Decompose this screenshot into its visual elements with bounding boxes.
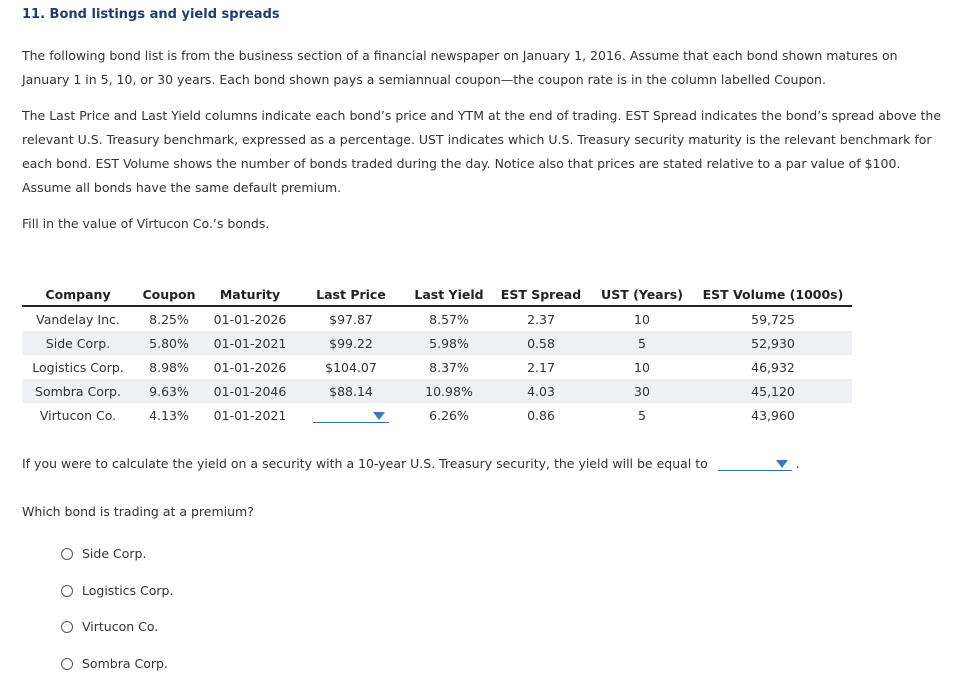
option-sombra-corp[interactable] <box>61 656 168 671</box>
cell-coupon: 9.63% <box>134 379 204 403</box>
cell-maturity: 01-01-2026 <box>213 311 287 327</box>
header-est-volume: EST Volume (1000s) <box>694 283 852 306</box>
cell-coupon: 8.25% <box>149 311 189 327</box>
cell-last-yield: 10.98% <box>406 379 492 403</box>
cell-est-spread: 4.03 <box>492 379 590 403</box>
cell-last-price: $88.14 <box>296 379 406 403</box>
cell-ust-years: 10 <box>634 359 650 375</box>
explanation-paragraph: The Last Price and Last Yield columns indicate each bond’s price and YTM at the end of trading. EST Spread indicates the bond’s spread above the relevant U.S. Treasury benchmark, expressed as a percentage. UST indicates which U.S. Treasury security maturity is the relevant benchmark for each bond. EST Volume shows the number of bonds traded during the day. Notice also that prices are stated relative to a par value of $100. Assume all bonds have the same default premium. <box>22 108 942 195</box>
table-header-row <box>22 283 852 306</box>
treasury-yield-dropdown[interactable] <box>718 458 792 471</box>
cell-ust-years: 5 <box>590 331 694 355</box>
cell-est-spread: 2.37 <box>527 311 555 327</box>
option-label: Sombra Corp. <box>82 656 168 671</box>
header-coupon: Coupon <box>134 283 204 306</box>
cell-coupon: 4.13% <box>149 407 189 423</box>
virtucon-price-dropdown[interactable] <box>313 410 389 423</box>
cell-coupon: 8.98% <box>149 359 189 375</box>
cell-est-volume: 59,725 <box>751 311 795 327</box>
cell-last-yield: 8.57% <box>429 311 469 327</box>
radio-button[interactable] <box>61 548 73 560</box>
cell-ust-years: 10 <box>634 311 650 327</box>
header-est-spread: EST Spread <box>492 283 590 306</box>
intro-paragraph: The following bond list is from the business section of a financial newspaper on January 1, 2016. Assume that each bond shown matures on January 1 in 5, 10, or 30 years. Each bond shown pays a semiannual coupon—the coupon rate is in the column labelled Coupon. <box>22 48 898 87</box>
cell-last-yield: 6.26% <box>429 407 469 423</box>
option-label: Logistics Corp. <box>82 583 174 598</box>
cell-company: Sombra Corp. <box>22 379 134 403</box>
option-label: Virtucon Co. <box>82 619 159 634</box>
table-row <box>22 306 852 331</box>
cell-est-spread: 0.58 <box>492 331 590 355</box>
option-virtucon-co[interactable] <box>61 619 158 634</box>
header-ust-years: UST (Years) <box>590 283 694 306</box>
cell-company: Vandelay Inc. <box>36 311 120 327</box>
cell-maturity: 01-01-2021 <box>204 331 296 355</box>
cell-last-price: $97.87 <box>329 311 373 327</box>
cell-est-volume: 45,120 <box>694 379 852 403</box>
cell-last-price: $99.22 <box>296 331 406 355</box>
radio-button[interactable] <box>61 585 73 597</box>
dropdown-arrow-icon <box>776 460 788 468</box>
instruction-text: Fill in the value of Virtucon Co.’s bonds. <box>22 216 270 231</box>
header-company: Company <box>22 283 134 306</box>
cell-company: Logistics Corp. <box>32 359 124 375</box>
cell-est-volume: 46,932 <box>751 359 795 375</box>
table-row <box>22 379 852 403</box>
radio-button[interactable] <box>61 621 73 633</box>
header-last-price: Last Price <box>296 283 406 306</box>
option-label: Side Corp. <box>82 546 147 561</box>
table-row <box>22 403 852 427</box>
bond-listing-table <box>22 283 852 427</box>
cell-ust-years: 30 <box>590 379 694 403</box>
header-maturity: Maturity <box>204 283 296 306</box>
header-last-yield: Last Yield <box>406 283 492 306</box>
cell-last-yield: 8.37% <box>429 359 469 375</box>
option-side-corp[interactable] <box>61 546 146 561</box>
dropdown-arrow-icon <box>373 412 385 420</box>
radio-button[interactable] <box>61 658 73 670</box>
table-row <box>22 355 852 379</box>
table-row <box>22 331 852 355</box>
cell-last-price <box>296 403 406 427</box>
cell-ust-years: 5 <box>638 407 646 423</box>
yield-question-suffix: . <box>795 456 800 471</box>
yield-question <box>22 456 800 471</box>
cell-coupon: 5.80% <box>134 331 204 355</box>
cell-est-spread: 2.17 <box>527 359 555 375</box>
cell-maturity: 01-01-2046 <box>204 379 296 403</box>
cell-maturity: 01-01-2021 <box>213 407 287 423</box>
cell-est-volume: 52,930 <box>694 331 852 355</box>
cell-company: Virtucon Co. <box>39 407 117 423</box>
premium-question-text: Which bond is trading at a premium? <box>22 504 254 519</box>
cell-last-price: $104.07 <box>325 359 377 375</box>
cell-last-yield: 5.98% <box>406 331 492 355</box>
option-logistics-corp[interactable] <box>61 583 173 598</box>
cell-est-spread: 0.86 <box>527 407 555 423</box>
cell-maturity: 01-01-2026 <box>213 359 287 375</box>
yield-question-text: If you were to calculate the yield on a security with a 10-year U.S. Treasury security, the yield will be equal to <box>22 456 708 471</box>
question-title: 11. Bond listings and yield spreads <box>22 7 280 22</box>
cell-est-volume: 43,960 <box>751 407 795 423</box>
cell-company: Side Corp. <box>22 331 134 355</box>
